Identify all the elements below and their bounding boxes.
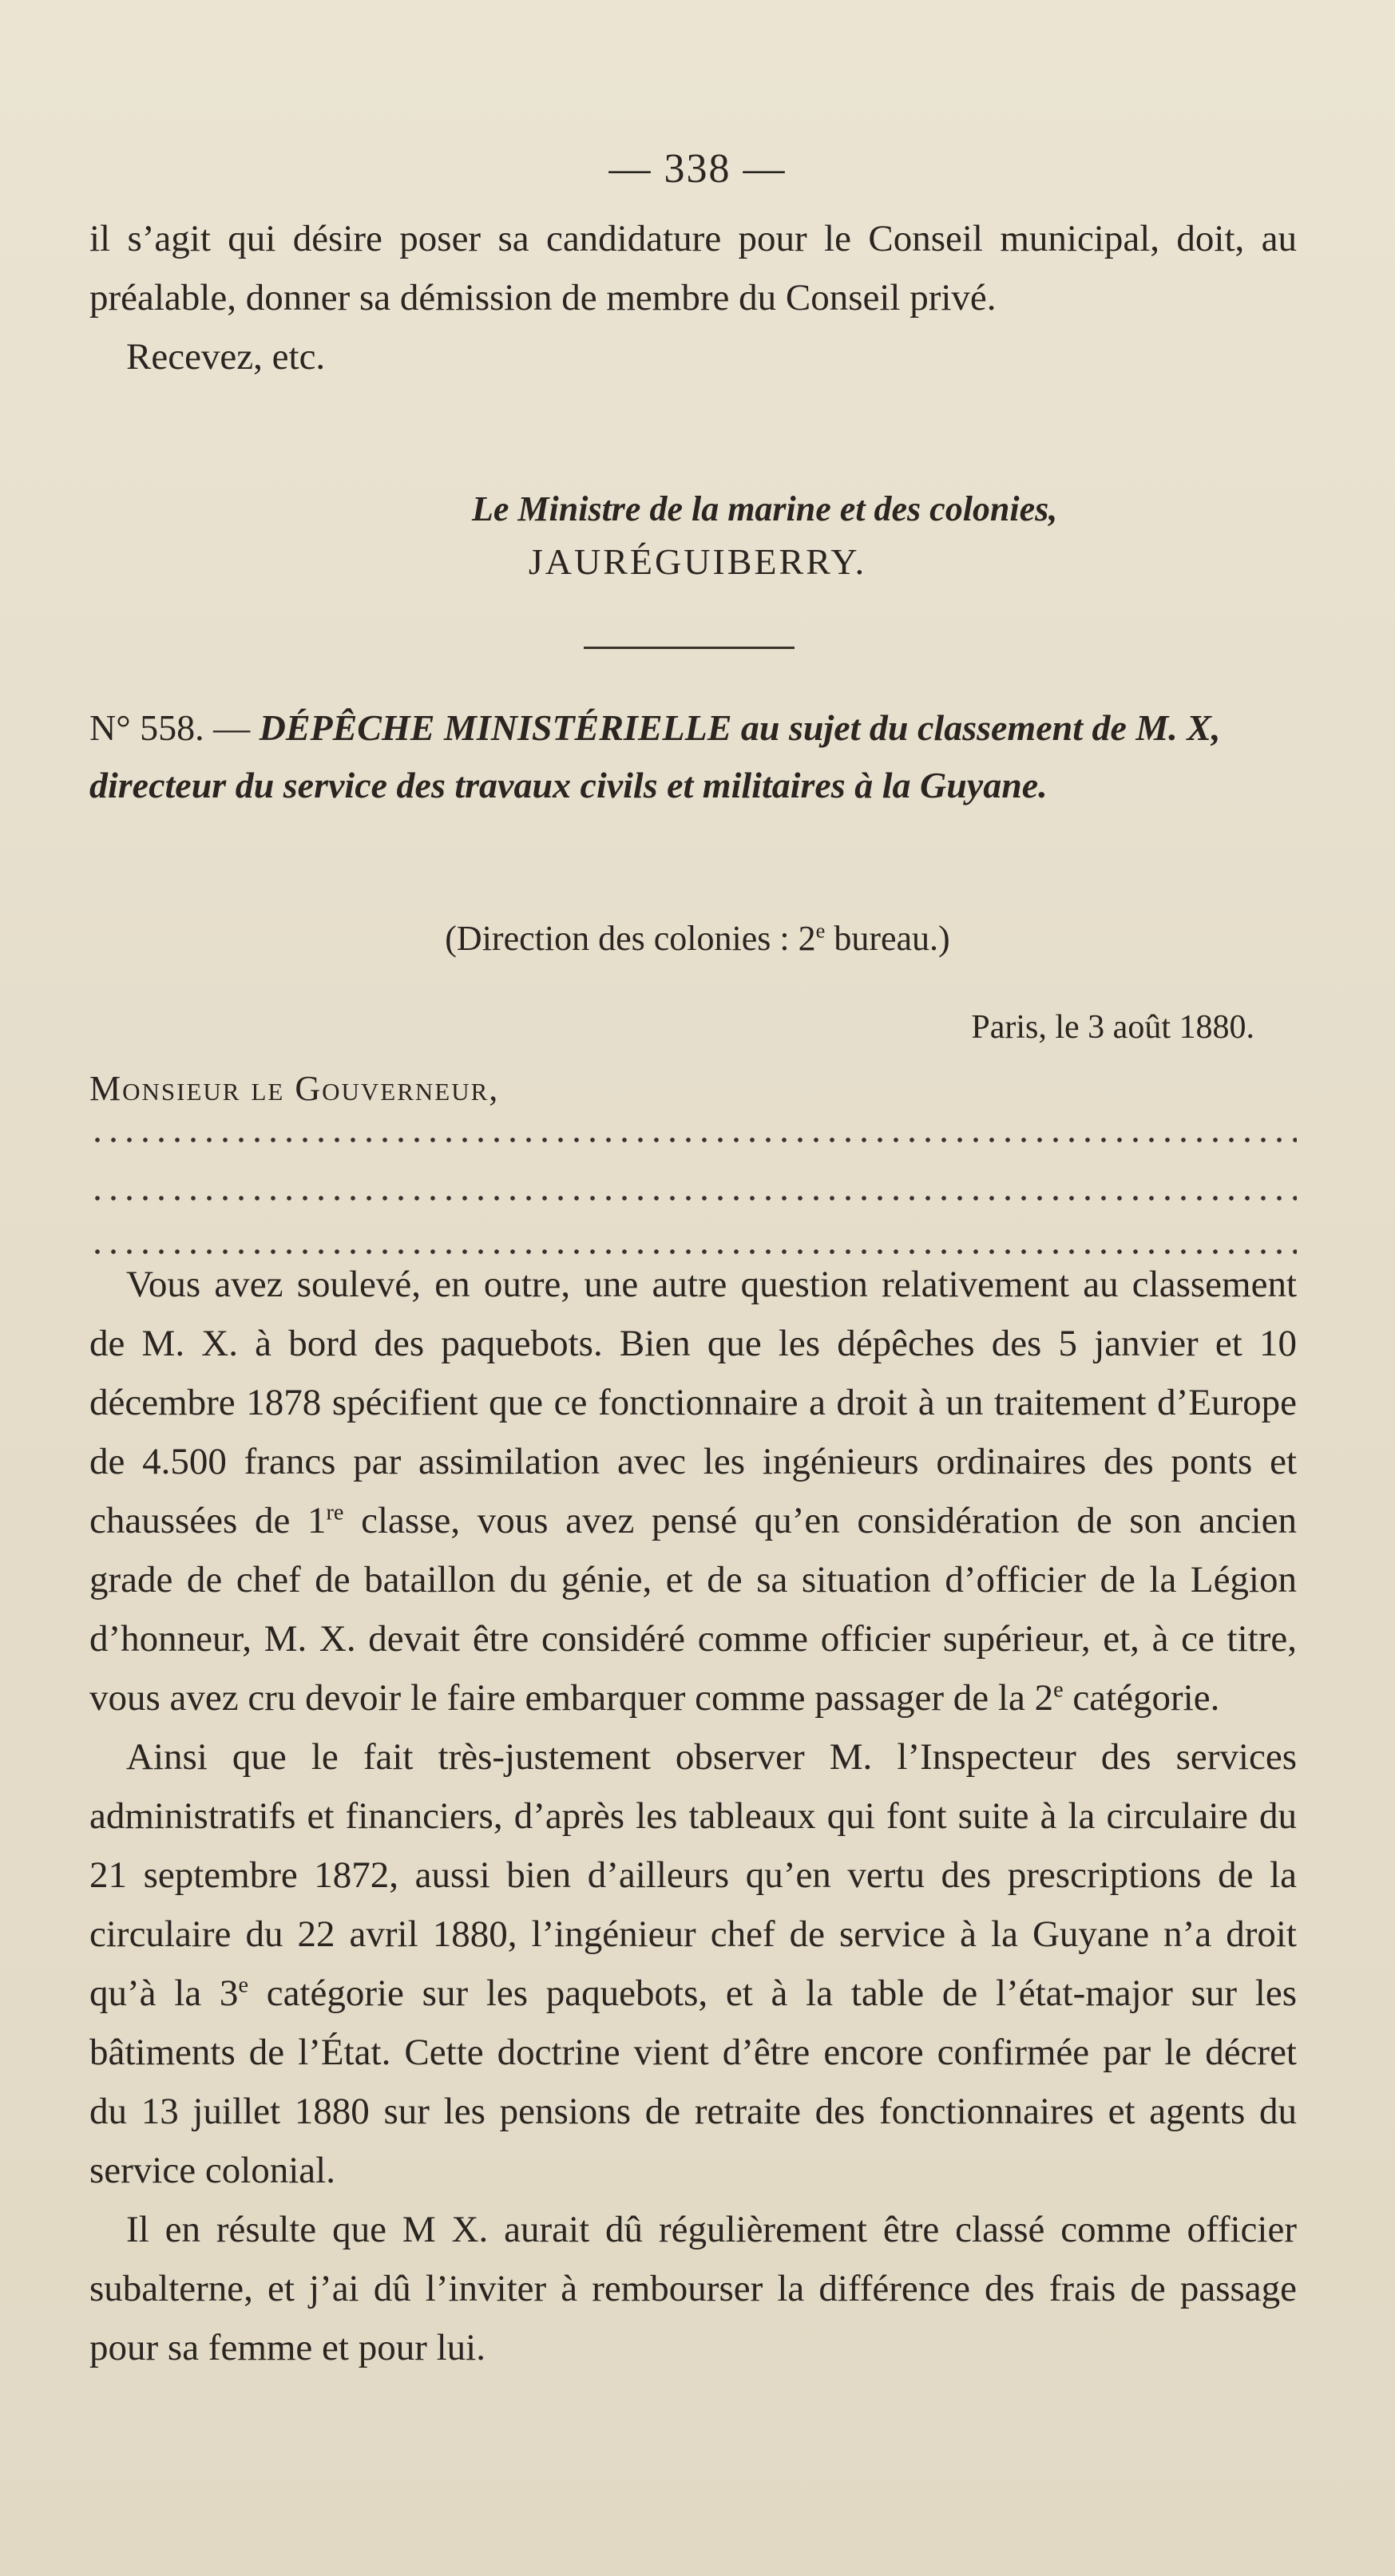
paragraph-3: Il en résulte que M X. aurait dû régulièrement être classé comme officier subalterne, et j’ai dû l’inviter à rembourser la différence des frais de passage pour sa femme et pour lui. [89, 2209, 1297, 2368]
continuation-block [89, 209, 1297, 386]
ellipsis-line-2 [89, 1193, 1297, 1203]
ellipsis-line-1 [89, 1135, 1297, 1145]
direction-pre: (Direction des colonies : 2 [445, 919, 816, 958]
paragraph-2-sup: e [238, 1973, 248, 1998]
continuation-text: il s’agit qui désire poser sa candidature pour le Conseil municipal, doit, au préalable, donner sa démission de membre du Conseil privé. [89, 218, 1297, 319]
document-title: DÉPÊCHE MINISTÉRIELLE au sujet du classement de M. X, directeur du service des travaux civils et militaires à la Guyane. [89, 707, 1221, 805]
direction-sup: e [815, 918, 826, 943]
section-divider [584, 647, 795, 649]
paragraph-2-part-2: catégorie sur les paquebots, et à la table de l’état-major sur les bâtiments de l’État. Cette doctrine vient d’être encore confirmée par le décret du 13 juillet 1880 sur les pensions de retraite des fonctionnaires et agents du service colonial. [89, 1973, 1297, 2191]
paragraph-1-sup-1: re [326, 1500, 344, 1525]
heading-dash: — [213, 707, 251, 748]
page-number: — 338 — [608, 146, 787, 192]
date-line: Paris, le 3 août 1880. [971, 1009, 1254, 1046]
paragraph-2 [89, 1727, 1297, 2200]
letter-body [89, 1255, 1297, 2377]
direction-line [0, 918, 1395, 959]
paragraph-1-part-2: classe, vous avez pensé qu’en considération de son ancien grade de chef de bataillon du génie, et de sa situation d’officier de la Légion d’honneur, M. X. devait être considéré comme officier supérieur, et, à ce titre, vous avez cru devoir le faire embarquer comme passager de la 2 [89, 1500, 1297, 1719]
paragraph-1-part-3: catégorie. [1063, 1677, 1220, 1719]
paragraph-1-sup-2: e [1053, 1677, 1064, 1703]
signature-name: JAURÉGUIBERRY. [528, 541, 867, 582]
document-number: N° 558. [89, 707, 204, 748]
document-heading [89, 699, 1297, 814]
paragraph-1-part-1: Vous avez soulevé, en outre, une autre question relativement au classement de M. X. à bord des paquebots. Bien que les dépêches des 5 janvier et 10 décembre 1878 spécifient que ce fonctionnaire a droit à un traitement d’Europe de 4.500 francs par assimilation avec les ingénieurs ordinaires des ponts et chaussées de 1 [89, 1264, 1297, 1541]
signature-title: Le Ministre de la marine et des colonies, [472, 489, 1058, 528]
closing-formula: Recevez, etc. [126, 336, 326, 378]
paragraph-2-part-1: Ainsi que le fait très-justement observer M. l’Inspecteur des services administratifs et financiers, d’après les tableaux qui font suite à la circulaire du 21 septembre 1872, aussi bien d’ailleurs qu’en vertu des prescriptions de la circulaire du 22 avril 1880, l’ingénieur chef de service à la Guyane n’a droit qu’à la 3 [89, 1736, 1297, 2014]
paragraph-1 [89, 1255, 1297, 1727]
direction-post: bureau.) [825, 919, 950, 958]
salutation: Monsieur le Gouverneur, [89, 1069, 500, 1108]
